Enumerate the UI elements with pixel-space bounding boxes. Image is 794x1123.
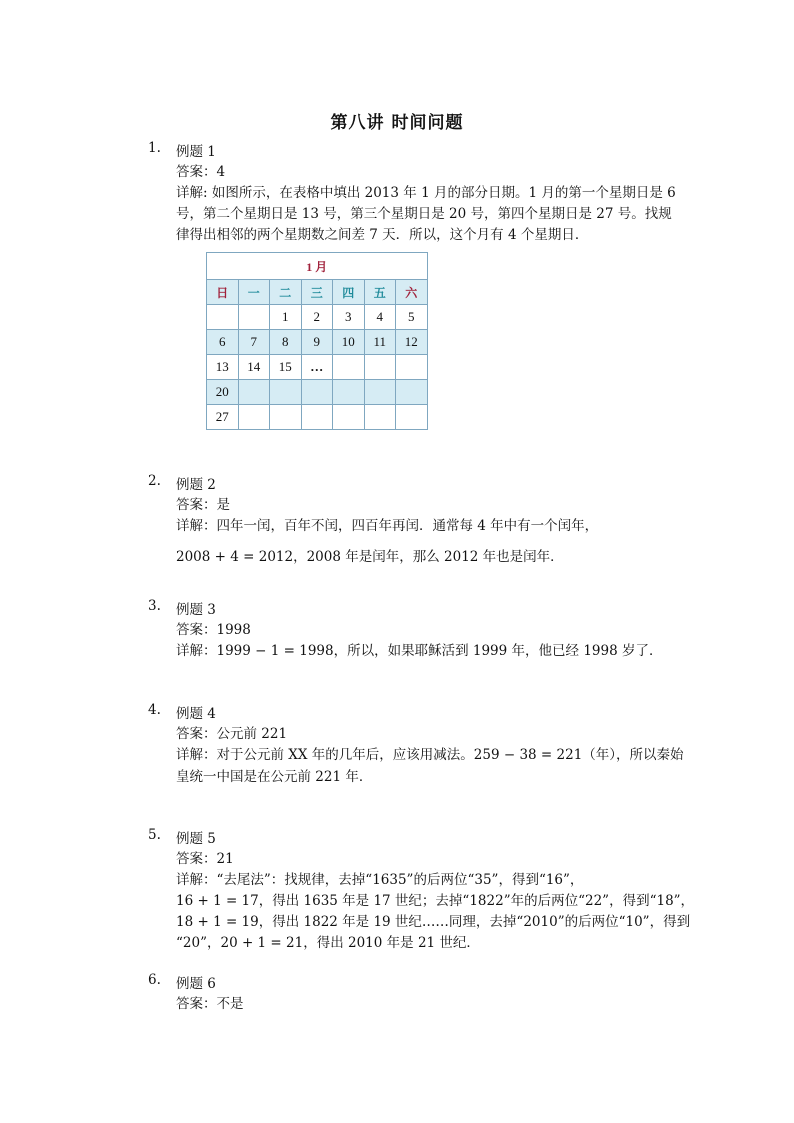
weekday-cell: 一 bbox=[238, 280, 270, 305]
weekday-cell: 五 bbox=[364, 280, 396, 305]
question-label: 例题 4 bbox=[176, 706, 216, 722]
date-cell: 10 bbox=[333, 330, 365, 355]
date-cell bbox=[270, 405, 302, 430]
question-label: 例题 5 bbox=[176, 831, 216, 847]
date-cell: 5 bbox=[396, 305, 428, 330]
weekday-cell: 六 bbox=[396, 280, 428, 305]
calendar-table bbox=[206, 252, 428, 430]
date-cell: 9 bbox=[301, 330, 333, 355]
date-cell bbox=[238, 380, 270, 405]
question-number: 3. bbox=[148, 598, 161, 614]
question-number: 4. bbox=[148, 702, 161, 718]
date-cell: 14 bbox=[238, 355, 270, 380]
date-cell: 6 bbox=[207, 330, 239, 355]
date-cell: 12 bbox=[396, 330, 428, 355]
question-label: 例题 6 bbox=[176, 976, 216, 992]
date-cell bbox=[364, 380, 396, 405]
date-cell: 2 bbox=[301, 305, 333, 330]
question-number: 6. bbox=[148, 972, 161, 988]
weekday-row bbox=[207, 280, 428, 305]
answer-text: 答案：21 bbox=[176, 851, 234, 867]
detail-line: 号，第二个星期日是 13 号，第三个星期日是 20 号，第四个星期日是 27 号。找规 bbox=[176, 206, 672, 222]
question-number: 2. bbox=[148, 473, 161, 489]
answer-text: 答案：公元前 221 bbox=[176, 726, 288, 742]
calendar-row bbox=[207, 305, 428, 330]
calendar-month: 1 月 bbox=[207, 253, 428, 280]
date-cell: 13 bbox=[207, 355, 239, 380]
detail-line: 详解: 如图所示，在表格中填出 2013 年 1 月的部分日期。1 月的第一个星期日是 6 bbox=[176, 185, 676, 201]
date-cell bbox=[270, 380, 302, 405]
detail-line: 律得出相邻的两个星期数之间差 7 天．所以，这个月有 4 个星期日． bbox=[176, 227, 589, 243]
answer-text: 答案：4 bbox=[176, 164, 226, 180]
calendar-row bbox=[207, 405, 428, 430]
date-cell: 4 bbox=[364, 305, 396, 330]
detail-line: “20”，20 + 1 = 21，得出 2010 年是 21 世纪． bbox=[176, 935, 480, 951]
question-label: 例题 1 bbox=[176, 144, 216, 160]
weekday-cell: 二 bbox=[270, 280, 302, 305]
date-cell bbox=[333, 405, 365, 430]
detail-line: 详解：1999 − 1 = 1998，所以，如果耶稣活到 1999 年，他已经 1998 岁了． bbox=[176, 643, 663, 659]
weekday-cell: 日 bbox=[207, 280, 239, 305]
calendar-row bbox=[207, 330, 428, 355]
date-cell: 1 bbox=[270, 305, 302, 330]
date-cell: … bbox=[301, 355, 333, 380]
date-cell: 15 bbox=[270, 355, 302, 380]
date-cell bbox=[396, 405, 428, 430]
date-cell: 3 bbox=[333, 305, 365, 330]
date-cell bbox=[238, 405, 270, 430]
answer-text: 答案：1998 bbox=[176, 622, 251, 638]
date-cell bbox=[364, 405, 396, 430]
date-cell: 7 bbox=[238, 330, 270, 355]
calendar-row bbox=[207, 380, 428, 405]
detail-line: 详解：“去尾法”：找规律，去掉“1635”的后两位“35”，得到“16”， bbox=[176, 872, 584, 888]
date-cell: 20 bbox=[207, 380, 239, 405]
date-cell bbox=[333, 355, 365, 380]
answer-text: 答案：是 bbox=[176, 497, 230, 513]
detail-line: 皇统一中国是在公元前 221 年． bbox=[176, 769, 373, 785]
date-cell bbox=[301, 405, 333, 430]
date-cell: 11 bbox=[364, 330, 396, 355]
date-cell bbox=[364, 355, 396, 380]
detail-line: 详解：四年一闰，百年不闰，四百年再闰．通常每 4 年中有一个闰年， bbox=[176, 518, 599, 534]
date-cell bbox=[396, 355, 428, 380]
date-cell bbox=[333, 380, 365, 405]
date-cell bbox=[238, 305, 270, 330]
detail-line: 16 + 1 = 17，得出 1635 年是 17 世纪；去掉“1822”年的后两位“22”，得到“18”， bbox=[176, 893, 695, 909]
date-cell: 8 bbox=[270, 330, 302, 355]
detail-line: 详解：对于公元前 XX 年的几年后，应该用减法。259 − 38 = 221（年），所以秦始 bbox=[176, 747, 684, 763]
question-number: 1. bbox=[148, 140, 161, 156]
calendar-row bbox=[207, 355, 428, 380]
date-cell: 27 bbox=[207, 405, 239, 430]
question-number: 5. bbox=[148, 827, 161, 843]
weekday-cell: 四 bbox=[333, 280, 365, 305]
date-cell bbox=[301, 380, 333, 405]
page-title: 第八讲 时间问题 bbox=[330, 113, 464, 133]
detail-line: 2008 + 4 = 2012，2008 年是闰年，那么 2012 年也是闰年． bbox=[176, 549, 564, 565]
answer-text: 答案：不是 bbox=[176, 996, 244, 1012]
date-cell bbox=[207, 305, 239, 330]
question-label: 例题 3 bbox=[176, 602, 216, 618]
weekday-cell: 三 bbox=[301, 280, 333, 305]
question-label: 例题 2 bbox=[176, 477, 216, 493]
date-cell bbox=[396, 380, 428, 405]
detail-line: 18 + 1 = 19，得出 1822 年是 19 世纪……同理，去掉“2010”的后两位“10”，得到 bbox=[176, 914, 691, 930]
